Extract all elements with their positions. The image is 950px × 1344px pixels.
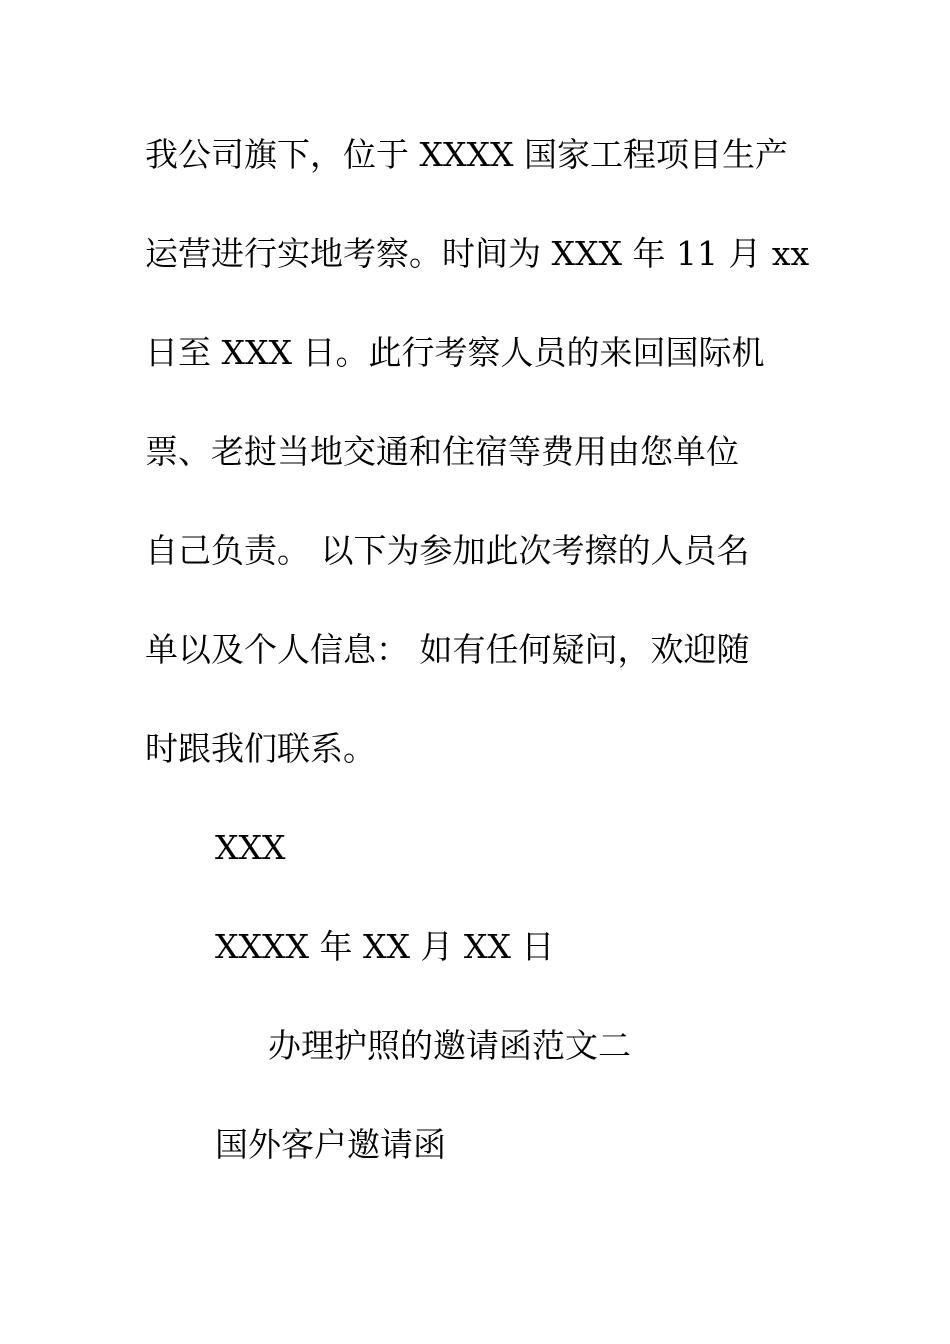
signature-date: XXXX 年 XX 月 XX 日 (215, 927, 555, 966)
paragraph-line: 日至 XXX 日。此行考察人员的来回国际机 (145, 333, 765, 372)
paragraph-line: 运营进行实地考察。时间为 XXX 年 11 月 xx (145, 234, 810, 273)
signature-name: XXX (215, 828, 286, 867)
letter-title: 国外客户邀请函 (215, 1125, 446, 1164)
paragraph-line: 时跟我们联系。 (145, 729, 376, 768)
section-heading: 办理护照的邀请函范文二 (268, 1026, 631, 1065)
paragraph-line: 自己负责。 以下为参加此次考擦的人员名 (145, 531, 750, 570)
paragraph-line: 票、老挝当地交通和住宿等费用由您单位 (145, 432, 739, 471)
paragraph-line: 我公司旗下，位于 XXXX 国家工程项目生产 (145, 135, 788, 174)
paragraph-line: 单以及个人信息： 如有任何疑问，欢迎随 (145, 630, 750, 669)
